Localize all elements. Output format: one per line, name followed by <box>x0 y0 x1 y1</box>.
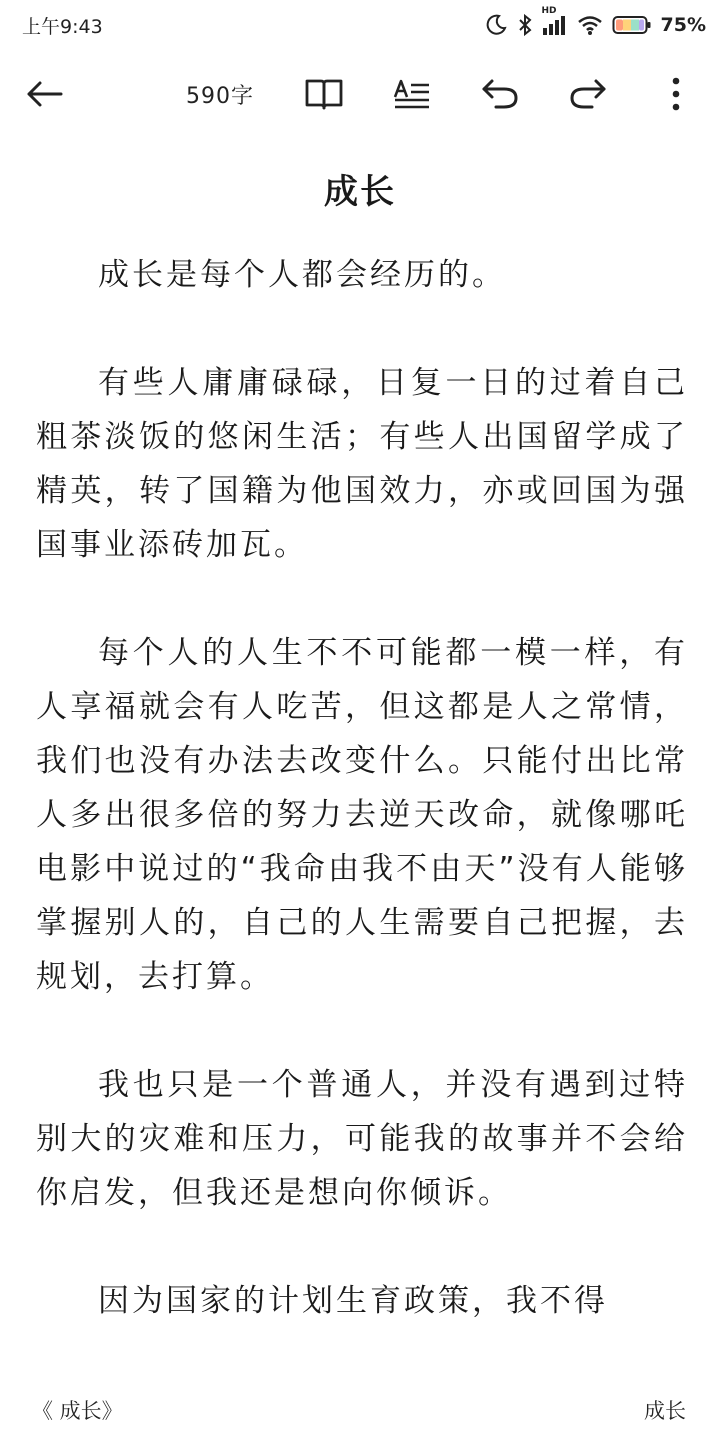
paragraph: 有些人庸庸碌碌，日复一日的过着自己粗茶淡饭的悠闲生活；有些人出国留学成了精英，转了国籍为他国效力，亦或回国为强国事业添砖加瓦。 <box>36 365 688 563</box>
battery-percent: 75% <box>660 14 706 36</box>
redo-icon <box>568 77 608 111</box>
redo-button[interactable] <box>560 62 616 126</box>
footer-book-name: 《 成长》 <box>32 1399 123 1423</box>
page-footer <box>0 1390 720 1430</box>
text-format-icon <box>392 77 432 111</box>
hd-label: HD <box>541 6 557 16</box>
moon-icon <box>484 13 508 37</box>
paragraph: 我也只是一个普通人，并没有遇到过特别大的灾难和压力，可能我的故事并不会给你启发，但我还是想向你倾诉。 <box>36 1067 688 1211</box>
word-count-button[interactable] <box>170 62 270 126</box>
editor-toolbar <box>0 62 720 126</box>
book-button[interactable] <box>296 62 352 126</box>
status-bar <box>0 0 720 50</box>
battery-icon <box>612 14 652 36</box>
back-arrow-icon <box>25 79 65 109</box>
undo-icon <box>480 77 520 111</box>
more-vertical-icon <box>670 76 682 112</box>
bluetooth-icon <box>517 13 533 37</box>
more-options-button[interactable] <box>654 62 698 126</box>
note-content[interactable] <box>0 160 720 1328</box>
back-button[interactable] <box>18 62 72 126</box>
note-title: 成长 <box>324 172 396 212</box>
paragraph: 成长是每个人都会经历的。 <box>98 257 506 293</box>
signal-icon <box>541 6 568 36</box>
wifi-icon <box>577 14 603 36</box>
undo-button[interactable] <box>472 62 528 126</box>
paragraph: 每个人的人生不不可能都一模一样，有人享福就会有人吃苦，但这都是人之常情，我们也没有办法去改变什么。只能付出比常人多出很多倍的努力去逆天改命，就像哪吒电影中说过的“我命由我不由天”没有人能够掌握别人的，自己的人生需要自己把握，去规划，去打算。 <box>36 635 688 995</box>
book-icon <box>304 77 344 111</box>
status-icons <box>484 6 706 37</box>
text-format-button[interactable] <box>384 62 440 126</box>
paragraph: 因为国家的计划生育政策，我不得 <box>98 1283 608 1319</box>
status-time: 上午9:43 <box>22 15 103 38</box>
word-count: 590字 <box>186 83 254 109</box>
footer-chapter-name: 成长 <box>644 1399 686 1423</box>
